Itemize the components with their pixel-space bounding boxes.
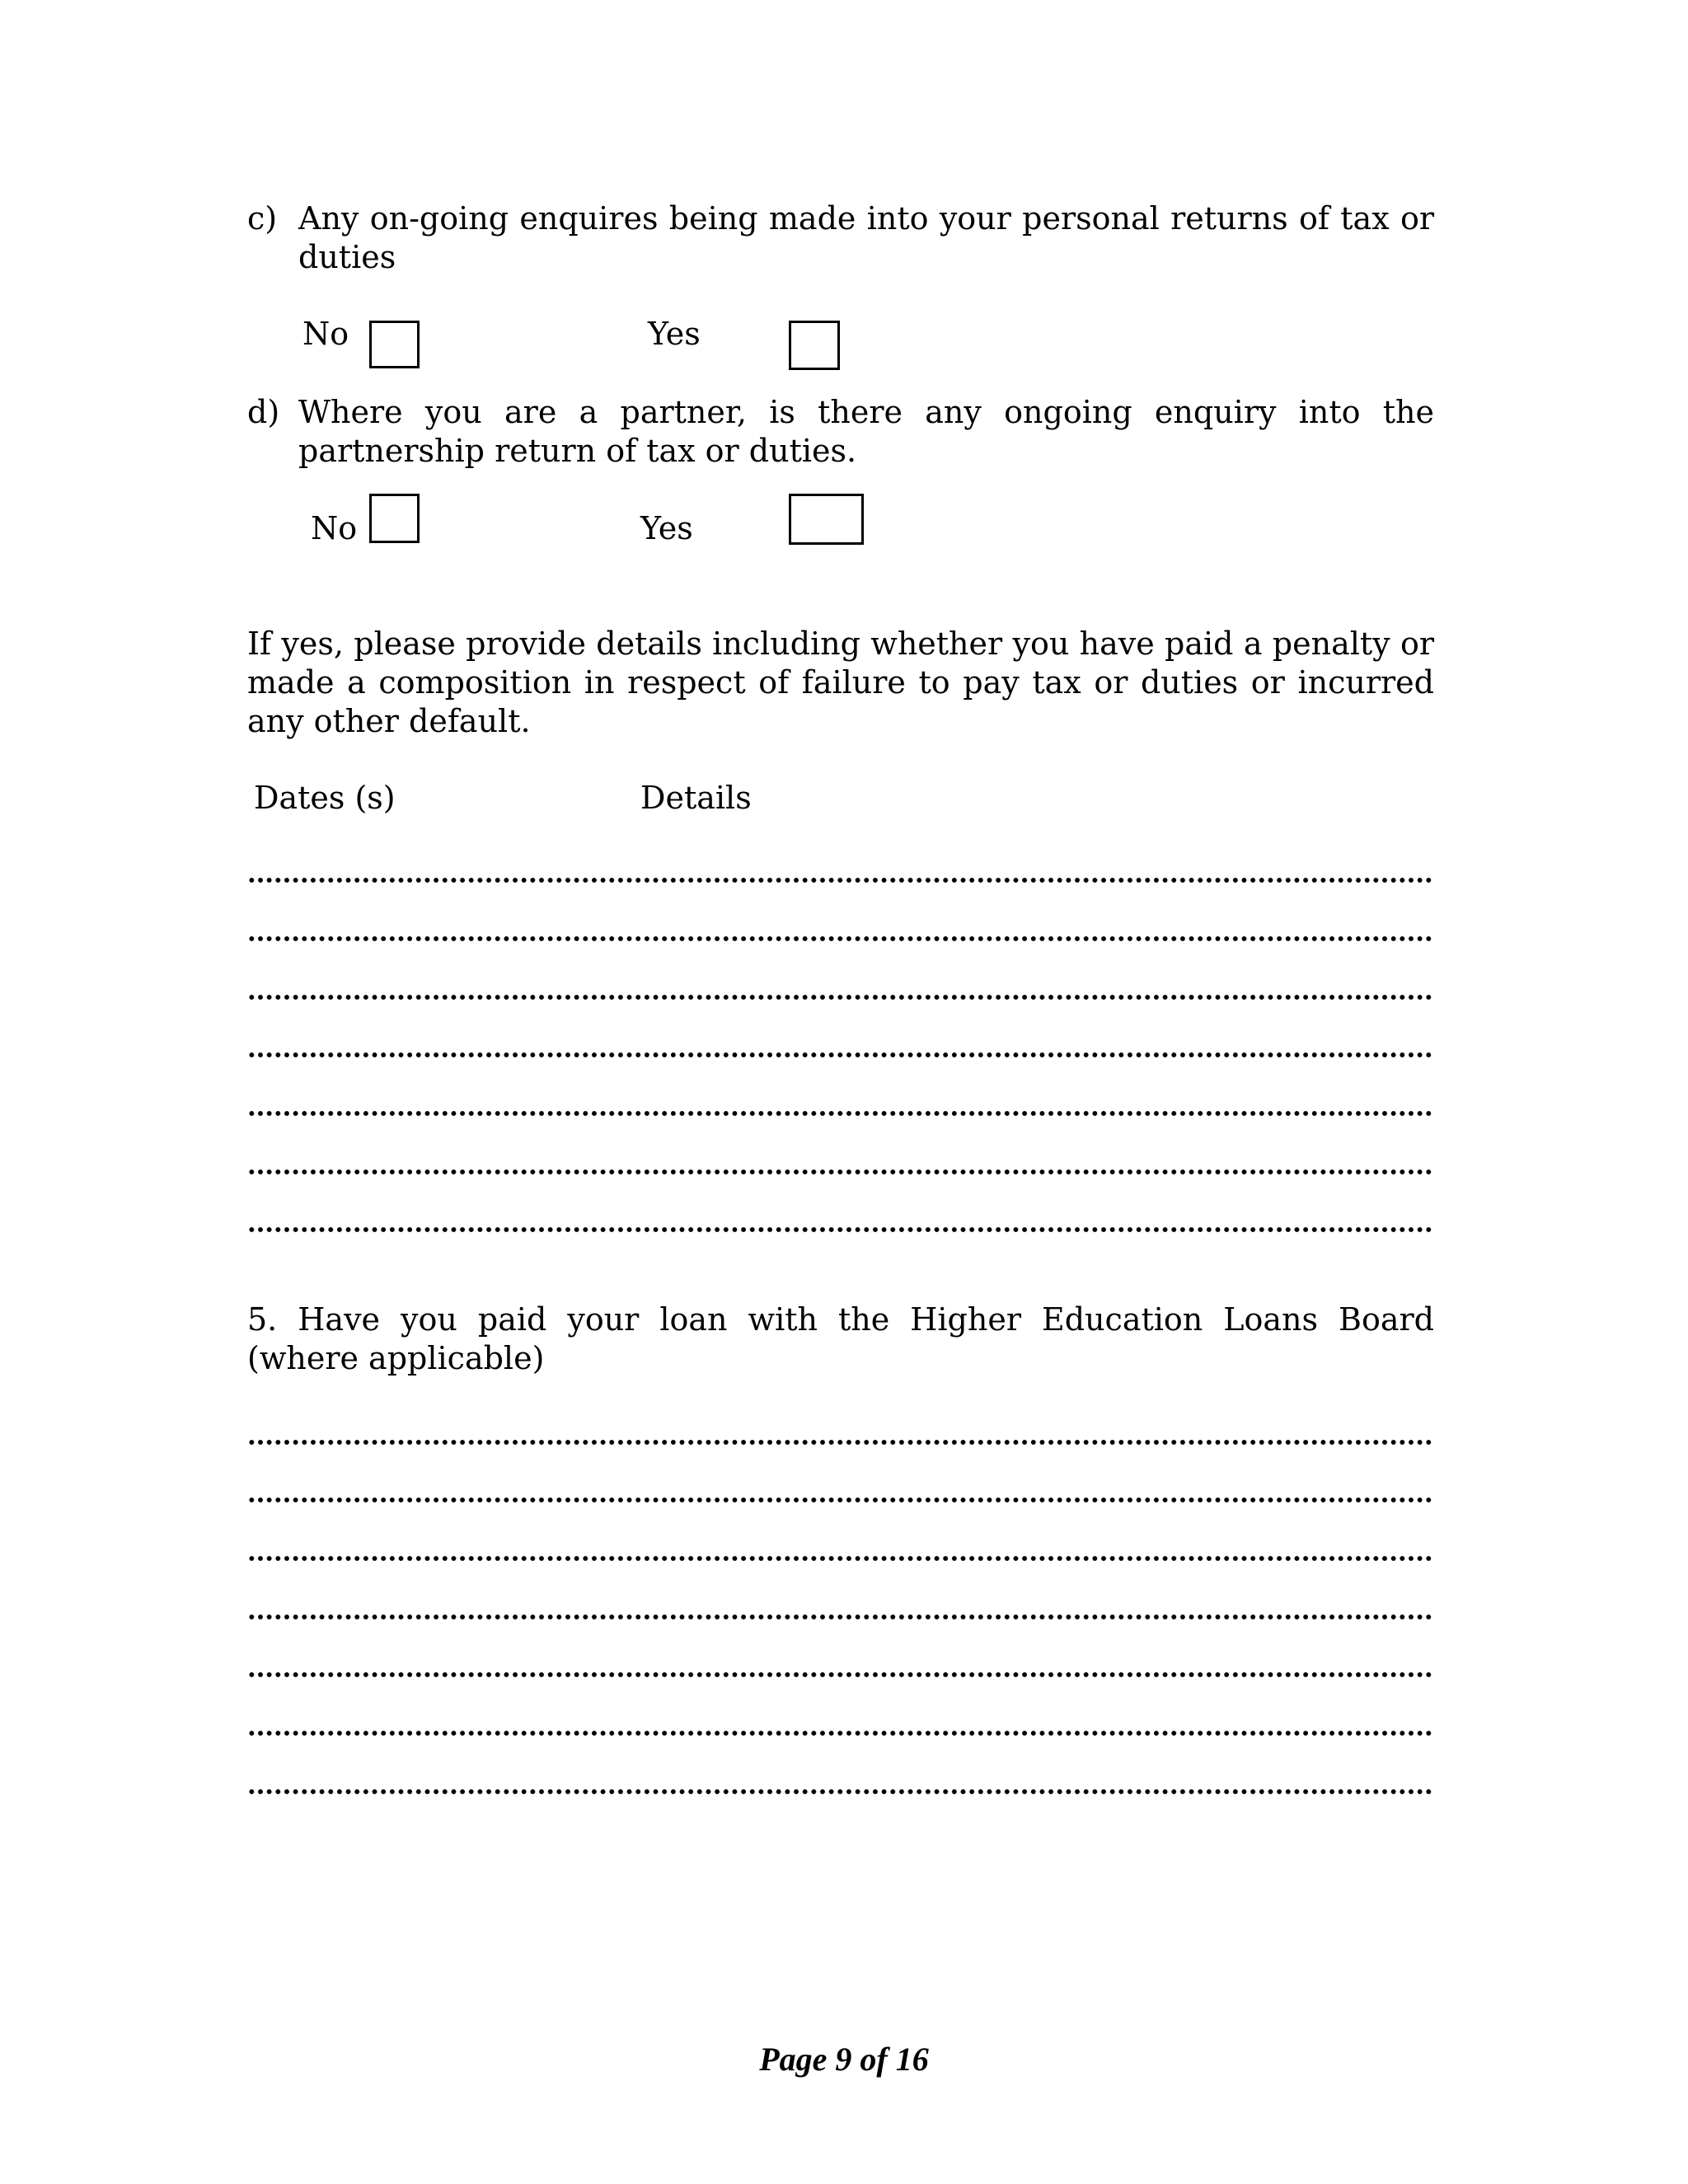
details-answer-line[interactable] — [247, 994, 1434, 1001]
loan-answer-line[interactable] — [247, 1671, 1434, 1678]
question-c — [247, 199, 1434, 277]
question-c-no-label: No — [302, 316, 349, 352]
details-answer-line[interactable] — [247, 1110, 1434, 1117]
page-number: Page 9 of 16 — [759, 2041, 929, 2078]
question-d-yes-checkbox[interactable] — [789, 494, 864, 545]
dates-header: Dates (s) — [254, 780, 396, 816]
loan-answer-line[interactable] — [247, 1439, 1434, 1446]
question-c-marker: c) — [247, 200, 278, 237]
question-c-no-checkbox[interactable] — [369, 321, 420, 368]
details-answer-line[interactable] — [247, 935, 1434, 942]
question-c-yes-label: Yes — [648, 316, 701, 352]
question-5-text: 5. Have you paid your loan with the Higher Education Loans Board (where applicable) — [247, 1301, 1434, 1376]
question-c-yes-checkbox[interactable] — [789, 321, 840, 370]
loan-answer-line[interactable] — [247, 1555, 1434, 1562]
question-d-no-label: No — [311, 510, 358, 546]
loan-answer-line[interactable] — [247, 1497, 1434, 1503]
question-d-marker: d) — [247, 394, 280, 430]
question-d-text: Where you are a partner, is there any ongoing enquiry into the partnership return of tax or duties. — [298, 394, 1434, 469]
details-answer-line[interactable] — [247, 1226, 1434, 1233]
loan-answer-line[interactable] — [247, 1788, 1434, 1795]
question-d-no-checkbox[interactable] — [369, 494, 420, 543]
details-request-text: If yes, please provide details including whether you have paid a penalty or made a composition in respect of failure to pay tax or duties or incurred any other default. — [247, 626, 1434, 739]
details-header: Details — [640, 780, 752, 816]
loan-answer-line[interactable] — [247, 1614, 1434, 1620]
details-answer-line[interactable] — [247, 1052, 1434, 1058]
loan-answer-line[interactable] — [247, 1730, 1434, 1736]
details-answer-line[interactable] — [247, 877, 1434, 883]
details-answer-line[interactable] — [247, 1169, 1434, 1175]
question-d-yes-label: Yes — [640, 510, 693, 546]
question-d — [247, 393, 1434, 471]
question-c-text: Any on-going enquires being made into your personal returns of tax or duties — [298, 200, 1434, 275]
